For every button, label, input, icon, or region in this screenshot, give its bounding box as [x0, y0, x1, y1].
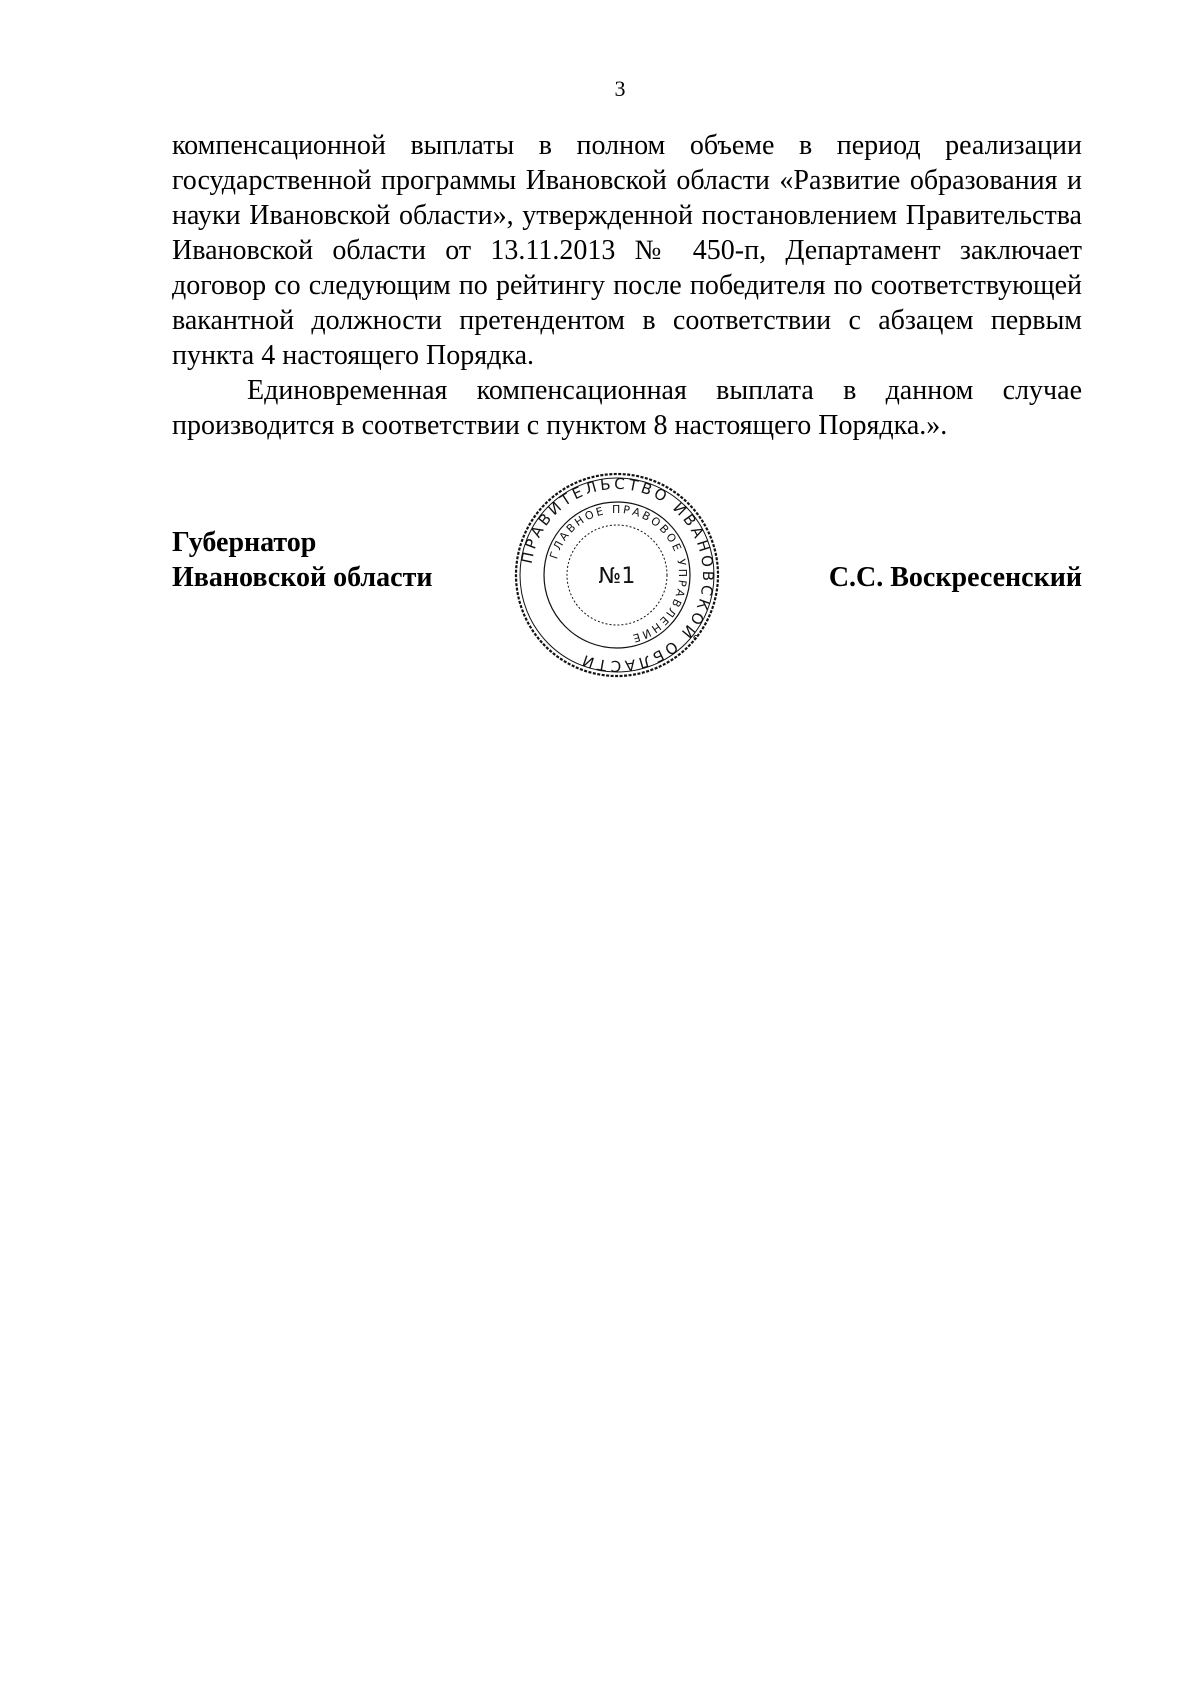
body-paragraph: компенсационной выплаты в полном объеме в период реализации государственной программы Ивановской области «Развитие образования и науки Ивановской области», утвержденной постановлением Правительства Ивановской области от 13.11.2013 № 450-п, Департамент заключает договор со следующим по рейтингу после победителя по соответствующей вакантной должности претендентом в соответствии с абзацем первым пункта 4 настоящего Порядка. [172, 130, 1082, 371]
page-number: 3 [614, 76, 626, 101]
seal-center-text: №1 [598, 564, 636, 589]
signatory-position [172, 525, 432, 595]
signatory-position-line: Ивановской области [172, 562, 433, 593]
signatory-position-line: Губернатор [172, 527, 317, 558]
body-paragraph: Единовременная компенсационная выплата в данном случае производится в соответствии с пунктом 8 настоящего Порядка.». [172, 375, 1082, 441]
seal-outer-text: ПРАВИТЕЛЬСТВО ИВАНОВСКОЙ ОБЛАСТИ [517, 474, 718, 676]
official-seal-stamp [512, 470, 722, 680]
signatory-name: С.С. Воскресенский [828, 562, 1082, 593]
document-body [172, 128, 1082, 443]
seal-inner-text: ГЛАВНОЕ ПРАВОВОЕ УПРАВЛЕНИЕ [547, 502, 690, 646]
